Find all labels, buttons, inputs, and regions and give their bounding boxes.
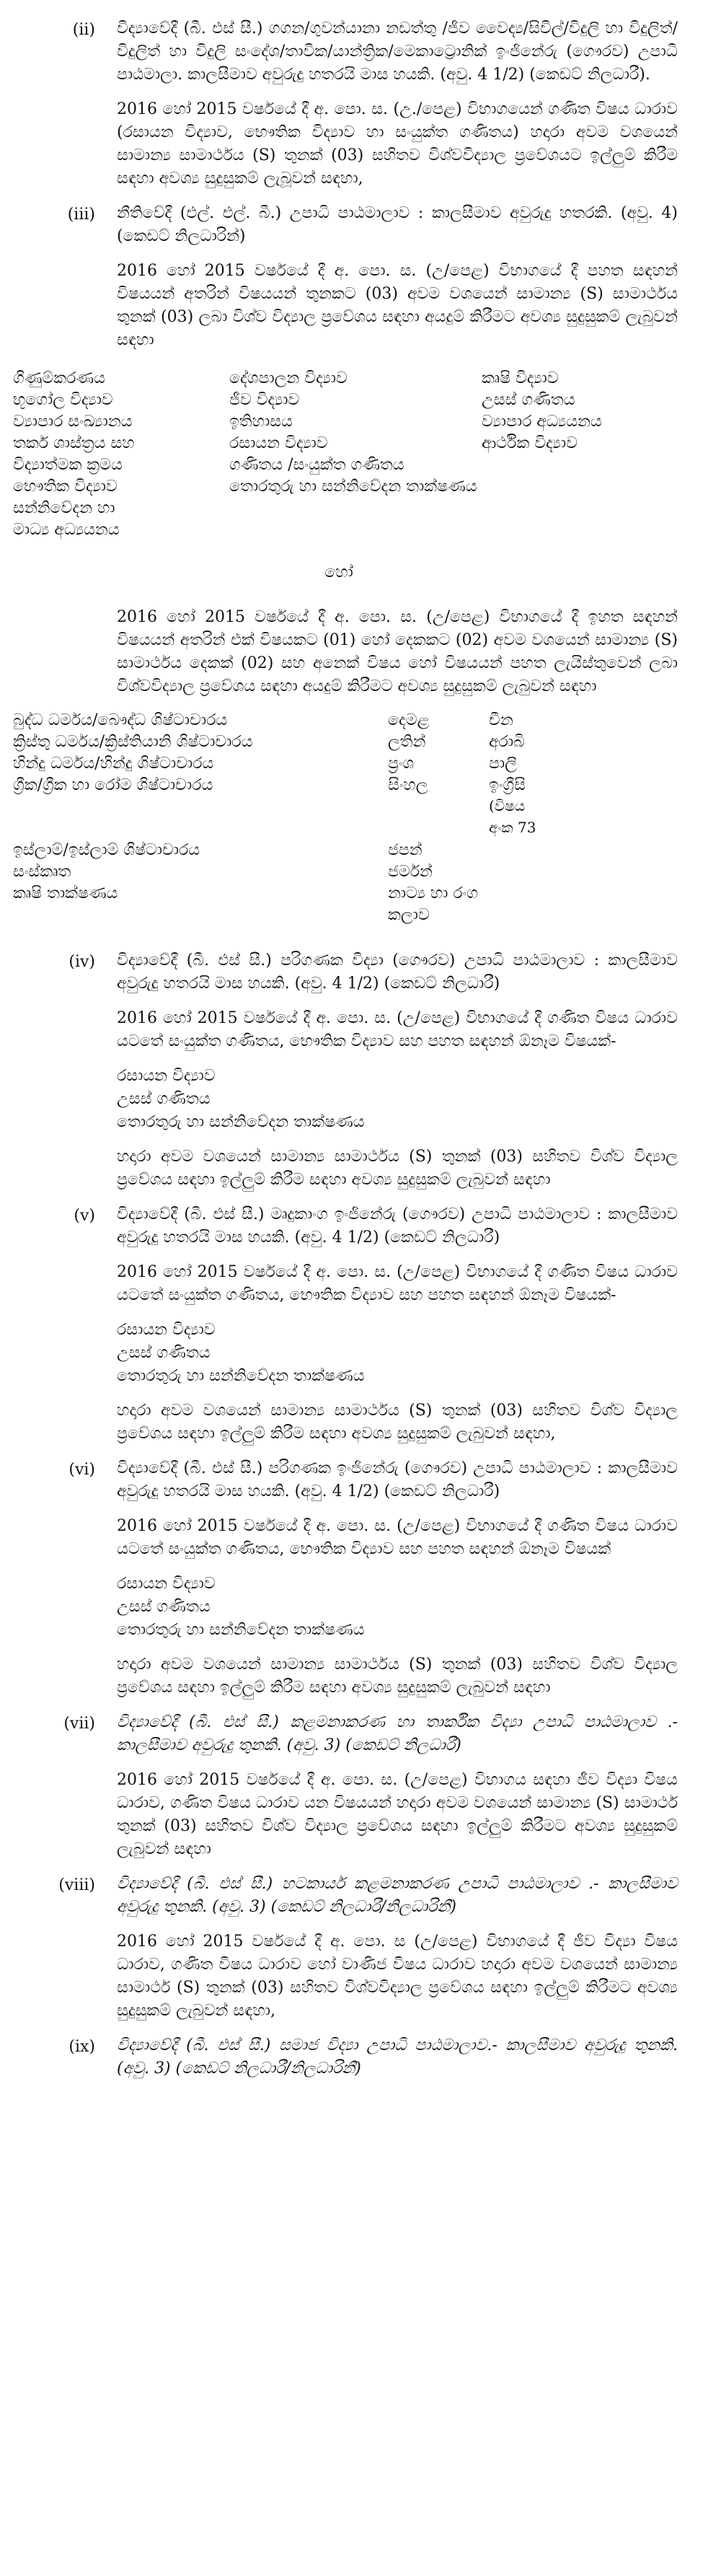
list-item (0, 1711, 678, 1873)
subjects-table (13, 368, 678, 541)
item-body (108, 1457, 678, 1711)
language-cell: ජර්මන් (388, 863, 433, 881)
item-heading: විද්‍යාවේදී (බී. එස් සී.) කළමනාකරණ හා තාර්කික විද්‍යා උපාධි පාඨමාලාව .- කාලසීමාව අවුරුදු තුනකි. (අවු. 3) (කෙඩට් නිලධාරී) (117, 1713, 678, 1754)
language-cell: (විෂය (489, 797, 526, 814)
item-requirement-lead: 2016 හෝ 2015 වර්ෂයේ දී අ. පො. ස. (උ/පෙළ) විභාගයේ දී ගණිත විෂය ධාරාව යටතේ සංයුක්ත ගණිතය, භෞතික විද්‍යාව සහ පහත සඳහන් ඕනෑම විෂයක්- (117, 1009, 678, 1050)
subject-option: තොරතුරු හා සන්නිවේදන තාක්ෂණය (117, 1621, 365, 1639)
subject-cell (482, 519, 691, 541)
item-requirement: 2016 හෝ 2015 වර්ෂයේ දී අ. පො. ස (උ/පෙළ) විභාගයේ දී ජීව විද්‍යා විෂය ධාරාව, ගණිත විෂය ධාරාව හෝ වාණිජ විෂය ධාරාව හදාරා අවම වශයෙන් සාමාන්‍ය සාමාර්ථ (S) තුනක් (03) සහිතව විශ්වවිද්‍යාල ප්‍රවේශය සඳහා ඉල්ලුම් කිරීමට අවශ්‍ය සුදුසුකම් ලැබුවන් සඳහා, (117, 1933, 678, 2020)
language-cell: අංක 73 (489, 819, 536, 836)
language-cell: බුද්ධ ධර්මය/බෞද්ධ ශිෂ්ටාචාරය (13, 711, 228, 729)
subject-cell: තර්ක ශාස්ත්‍රය සහ (13, 434, 135, 452)
item-heading: විද්‍යාවේදී (බී. එස් සී.) ගගන/ගුවන්යානා නඩත්තු /ජීව වෛද්‍ය/සිවිල්/විදුලි හා විදුලිත්/විදුලිත් හා විදුලි සංදේශ/තාවික/යාන්ත්‍රික/මෙකාට්‍රොනික් ඉංජිනේරු (ගෞරව) උපාධි පාඨමාලා. කාලසීමාව අවුරුදු හතරයි මාස හයකි. (අවු. 4 1/2) (කෙඩට් නිලධාරී). (117, 19, 678, 84)
subject-cell (482, 498, 691, 519)
item-marker: (iii) (67, 206, 95, 224)
language-cell: අරාබි (489, 733, 525, 751)
subject-cell (482, 476, 691, 498)
item-body (108, 1203, 678, 1457)
item-requirement: 2016 හෝ 2015 වර්ෂයේ දී අ. පො. ස. (උ/පෙළ) විභාගය සඳහා ජීව විද්‍යා විෂය ධාරාව, ගණිත විෂය ධාරාව යන විෂයයන් හදාරා අවම වශයෙන් සාමාන්‍ය (S) සාමාර්ථ තුනක් (03) සහිතව විශ්ව විද්‍යාල ප්‍රවේශය සඳහා ඉල්ලුම් කිරීමට අවශ්‍ය සුදුසුකම් ලැබුවන් සඳහා (117, 1771, 678, 1858)
list-item (0, 1457, 678, 1711)
language-cell: පාලි (489, 755, 517, 773)
subject-cell: ව්‍යාපාර සංඛ්‍යානය (13, 413, 133, 431)
language-cell (388, 818, 489, 840)
language-cell (13, 796, 388, 818)
subject-cell: ගණිතය /සංයුක්ත ගණිතය (229, 456, 404, 474)
subject-cell: තොරතුරු හා සන්නිවේදන තාක්ෂණය (229, 478, 477, 496)
subject-option: රසායන විද්‍යාව (117, 1575, 216, 1593)
subject-option: රසායන විද්‍යාව (117, 1067, 216, 1085)
item-marker: (v) (74, 1207, 95, 1225)
subject-option: තොරතුරු හා සන්නිවේදන තාක්ෂණය (117, 1367, 365, 1385)
item-requirement: 2016 හෝ 2015 වර්ෂයේ දී අ. පො. ස. (උ./පෙළ) විභාගයෙන් ගණිත විෂය ධාරාව (රසායන විද්‍යාව, භෞතික විද්‍යාව හා සංයුක්ත ගණිතය) හදාරා අවම වශයෙන් සාමාන්‍ය සාමාර්ථය (S) තුනක් (03) සහිතව විශ්වවිද්‍යාල ප්‍රවේශයට ඉල්ලුම් කිරීම සඳහා අවශ්‍ය සුදුසුකම් ලැබූවන් සඳහා, (117, 100, 678, 188)
subject-options (117, 1319, 678, 1388)
language-cell: ක්‍රිස්තු ධර්මය/ක්‍රිස්තියානි ශිෂ්ටාචාරය (13, 733, 253, 751)
subject-cell (482, 454, 691, 476)
item-body (108, 1711, 678, 1873)
language-cell: ලතින් (388, 733, 426, 751)
item-requirement: 2016 හෝ 2015 වර්ෂයේ දී අ. පො. ස. (උ/පෙළ) විභාගයේ දී පහත සඳහන් විෂයයන් අතරින් විෂයයන් තුනකට (03) අවම වශයෙන් සාමාන්‍ය (S) සාමාර්ථය තුනක් (03) ලබා විශ්ව විද්‍යාල ප්‍රවේශය සඳහා අයදුම් කිරීමට අවශ්‍ය සුදුසුකම් ලැබුවන් සඳහා (117, 262, 678, 349)
subject-cell: භූගෝල විද්‍යාව (13, 391, 113, 409)
subject-cell: සන්නිවේදන හා (13, 499, 115, 517)
subject-option: උසස් ගණිතය (117, 1344, 211, 1362)
subject-cell: ගිණුම්කරණය (13, 369, 105, 387)
item-heading: විද්‍යාවේදී (බී. එස් සී.) මෘදුකාංග ඉංජිනේරු (ගෞරව) උපාධි පාඨමාලාව : කාලසීමාව අවුරුදු හතරයි මාස හයකි. (අවු. 4 1/2) (කෙඩට් නිලධාරී) (117, 1205, 678, 1247)
degree-list-b (0, 949, 678, 1711)
item-requirement-lead: 2016 හෝ 2015 වර්ෂයේ දී අ. පො. ස. (උ/පෙළ) විභාගයේ දී ගණිත විෂය ධාරාව යටතේ සංයුක්ත ගණිතය, භෞතික විද්‍යාව සහ පහත සඳහන් ඕනෑම විෂයක් (117, 1517, 678, 1558)
subject-cell: ව්‍යාපාර අධ්‍යයනය (482, 413, 602, 431)
item-marker: (viii) (58, 1876, 95, 1894)
item-body (108, 17, 678, 202)
item-marker: (iv) (68, 953, 95, 971)
language-cell (489, 840, 597, 861)
item-heading: විද්‍යාවේදී (බී. එස් සී.) සමාජ විද්‍යා උපාධි පාඨමාලාව.- කාලසීමාව අවුරුදු තුනකි. (අවු. 3) (කෙඩට් නිලධාරී/නිලධාරිනී) (117, 2036, 678, 2078)
subject-cell: උසස් ගණිතය (482, 391, 575, 409)
degree-list-c (0, 1711, 678, 2092)
subject-option: උසස් ගණිතය (117, 1090, 211, 1108)
item-heading: නීතිවේදී (එල්. එල්. බී.) උපාධි පාඨමාලාව : කාලසීමාව අවුරුදු හතරකි. (අවු. 4) (කෙඩට් නිලධාරින්) (117, 204, 678, 245)
item-heading: විද්‍යාවේදී (බී. එස් සී.) පරිගණක ඉංජිනේරු (ගෞරව) උපාධි පාඨමාලාව : කාලසීමාව අවුරුදු හතරයි මාස හයකි. (අවු. 4 1/2) (කෙඩට් නිලධාරී) (117, 1459, 678, 1500)
list-item (0, 949, 678, 1203)
subject-cell: කෘෂි විද්‍යාව (482, 369, 559, 387)
language-cell: ජපන් (388, 841, 423, 859)
language-cell (489, 861, 597, 883)
language-cell (13, 818, 388, 840)
item-requirement-tail: හදාරා අවම වශයෙන් සාමාන්‍ය සාමාර්ථය (S) තුනක් (03) සහිතව විශ්ව විද්‍යාල ප්‍රවේශය සඳහා ඉල්ලුම් කිරීම සඳහා අවශ්‍ය සුදුසුකම් ලැබුවන් සඳහා (117, 1148, 678, 1189)
item-marker: (vi) (68, 1461, 95, 1479)
subject-cell: දේශපාලන විද්‍යාව (229, 369, 348, 387)
list-item-iii (0, 202, 678, 364)
subject-option: තොරතුරු හා සන්නිවේදන තාක්ෂණය (117, 1113, 365, 1131)
item-requirement-tail: හදාරා අවම වශයෙන් සාමාන්‍ය සාමාර්ථය (S) තුනක් (03) සහිතව විශ්ව විද්‍යාල ප්‍රවේශය සඳහා ඉල්ලුම් කිරීම සඳහා අවශ්‍ය සුදුසුකම් ලැබුවන් සඳහා (117, 1656, 678, 1697)
language-cell (489, 883, 597, 926)
item-marker: (ii) (72, 21, 95, 39)
list-item (0, 2034, 678, 2092)
subject-option: උසස් ගණිතය (117, 1598, 211, 1616)
or-block (0, 606, 678, 698)
subject-options (117, 1573, 678, 1642)
or-requirement: 2016 හෝ 2015 වර්ෂයේ දී අ. පො. ස. (උ/පෙළ) විභාගයේ දී ඉහත සඳහන් විෂයයන් අතරින් එක් විෂයකට (01) හෝ දෙකකට (02) අවම වශයෙන් සාමාන්‍ය (S) සාමාර්ථය දෙකක් (02) සහ අනෙක් විෂය හෝ විෂයයන් පහත ලැයිස්තුවෙන් ලබා විශ්වවිද්‍යාල ප්‍රවේශය සඳහා අයදුම් කිරීමට අවශ්‍ය සුදුසුකම් ලැබුවන් සඳහා (117, 608, 678, 695)
language-cell: ඉංග්‍රීසි (489, 776, 526, 794)
subject-cell: රසායන විද්‍යාව (229, 434, 328, 452)
subject-cell: ඉතිහාසය (229, 413, 293, 431)
language-cell: කෘෂි තාක්ෂණය (13, 884, 118, 902)
subject-cell: මාධ්‍ය අධ්‍යයනය (13, 521, 120, 539)
subject-option: රසායන විද්‍යාව (117, 1321, 216, 1339)
language-cell (388, 796, 489, 818)
language-cell: චීන (489, 711, 513, 729)
language-cell: ග්‍රීක/ග්‍රීක හා රෝම ශිෂ්ටාචාරය (13, 776, 213, 794)
item-requirement-lead: 2016 හෝ 2015 වර්ෂයේ දී අ. පො. ස. (උ/පෙළ) විභාගයේ දී ගණිත විෂය ධාරාව යටතේ සංයුක්ත ගණිතය, භෞතික විද්‍යාව සහ පහත සඳහන් ඕනෑම විෂයක්- (117, 1263, 678, 1304)
language-cell: ප්‍රංශ (388, 755, 415, 773)
or-separator: හෝ (324, 563, 353, 581)
subject-cell (229, 498, 482, 519)
subject-cell: ජීව විද්‍යාව (229, 391, 300, 409)
item-requirement-tail: හදාරා අවම වශයෙන් සාමාන්‍ය සාමාර්ථය (S) තුනක් (03) සහිතව විශ්ව විද්‍යාල ප්‍රවේශය සඳහා ඉල්ලුම් කිරීම සඳහා අවශ්‍ය සුදුසුකම් ලැබුවන් සඳහා, (117, 1402, 678, 1443)
languages-table (13, 710, 678, 926)
language-cell: නාට්‍ය හා රංග කලාව (388, 884, 478, 924)
list-item-ii (0, 17, 678, 202)
subject-cell: විද්‍යාත්මක ක්‍රමය (13, 456, 123, 474)
language-cell: ඉස්ලාම්/ඉස්ලාම් ශිෂ්ටාචාරය (13, 841, 200, 859)
list-item (0, 1873, 678, 2034)
item-body (108, 949, 678, 1203)
item-body (108, 1873, 678, 2034)
subject-cell (229, 519, 482, 541)
item-heading: විද්‍යාවේදී (බී. එස් සී.) හටකාර්ය කළමනාකරණ උපාධි පාඨමාලාව .- කාලසීමාව අවුරුදු තුනකි. (අවු. 3) (කෙඩට් නිලධාරී/නිලධාරිනී) (117, 1875, 678, 1916)
item-body (108, 2034, 678, 2092)
item-heading: විද්‍යාවේදී (බී. එස් සී.) පරිගණක විද්‍යා (ගෞරව) උපාධි පාඨමාලාව : කාලසීමාව අවුරුදු හතරයි මාස හයකි. (අවු. 4 1/2) (කෙඩට් නිලධාරී) (117, 951, 678, 993)
item-marker: (vii) (63, 1715, 95, 1733)
item-body (108, 202, 678, 364)
item-marker: (ix) (68, 2038, 95, 2056)
subject-options (117, 1065, 678, 1134)
language-cell: දෙමළ (388, 711, 430, 729)
subject-cell: ආර්ථික විද්‍යාව (482, 434, 578, 452)
language-cell: හින්දු ධර්මය/හින්දු ශිෂ්ටාචාරය (13, 755, 214, 773)
language-cell: සිංහල (388, 776, 428, 794)
subject-cell: භෞතික විද්‍යාව (13, 478, 118, 496)
list-item (0, 1203, 678, 1457)
language-cell: සංස්කෘත (13, 863, 71, 881)
